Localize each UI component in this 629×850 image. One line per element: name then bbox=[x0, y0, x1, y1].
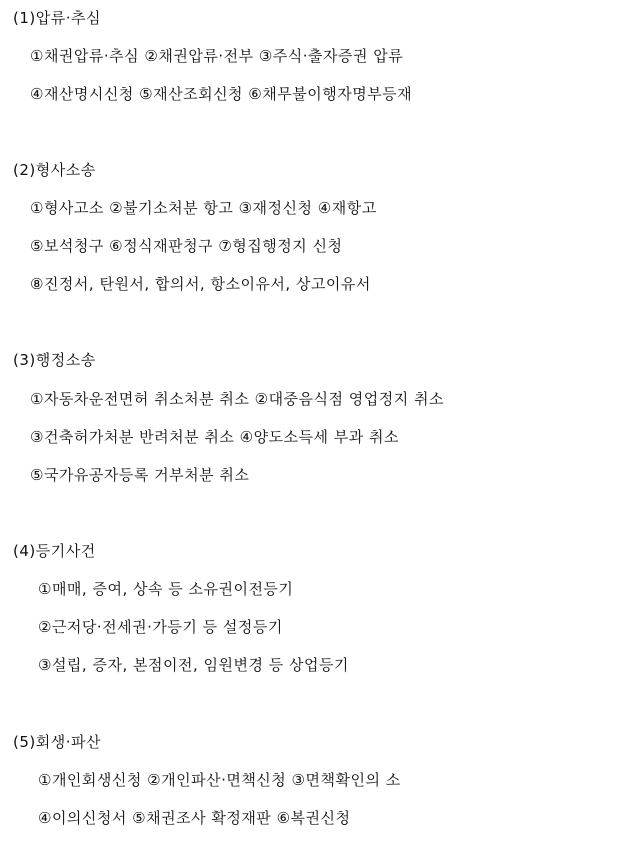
section-heading-5: (5)회생·파산 bbox=[13, 733, 101, 751]
section-2-line-1: ①형사고소 ②불기소처분 항고 ③재정신청 ④재항고 bbox=[30, 199, 377, 217]
section-heading-4: (4)등기사건 bbox=[13, 542, 96, 560]
section-5-line-1: ①개인회생신청 ②개인파산·면책신청 ③면책확인의 소 bbox=[38, 771, 401, 789]
section-2-line-2: ⑤보석청구 ⑥정식재판청구 ⑦형집행정지 신청 bbox=[30, 237, 343, 255]
section-3-line-3: ⑤국가유공자등록 거부처분 취소 bbox=[30, 466, 250, 484]
section-4-line-3: ③설립, 증자, 본점이전, 임원변경 등 상업등기 bbox=[38, 656, 349, 674]
section-heading-3: (3)행정소송 bbox=[13, 351, 96, 369]
section-3-line-1: ①자동차운전면허 취소처분 취소 ②대중음식점 영업정지 취소 bbox=[30, 390, 444, 408]
section-2-line-3: ⑧진정서, 탄원서, 합의서, 항소이유서, 상고이유서 bbox=[30, 275, 371, 293]
section-5-line-2: ④이의신청서 ⑤채권조사 확정재판 ⑥복권신청 bbox=[38, 809, 351, 827]
section-1-line-2: ④재산명시신청 ⑤재산조회신청 ⑥채무불이행자명부등재 bbox=[30, 85, 413, 103]
section-3-line-2: ③건축허가처분 반려처분 취소 ④양도소득세 부과 취소 bbox=[30, 428, 400, 446]
section-4-line-1: ①매매, 증여, 상속 등 소유권이전등기 bbox=[38, 580, 294, 598]
section-4-line-2: ②근저당·전세권·가등기 등 설정등기 bbox=[38, 618, 283, 636]
section-heading-1: (1)압류·추심 bbox=[13, 9, 101, 27]
section-1-line-1: ①채권압류·추심 ②채권압류·전부 ③주식·출자증권 압류 bbox=[30, 47, 404, 65]
section-heading-2: (2)형사소송 bbox=[13, 161, 96, 179]
